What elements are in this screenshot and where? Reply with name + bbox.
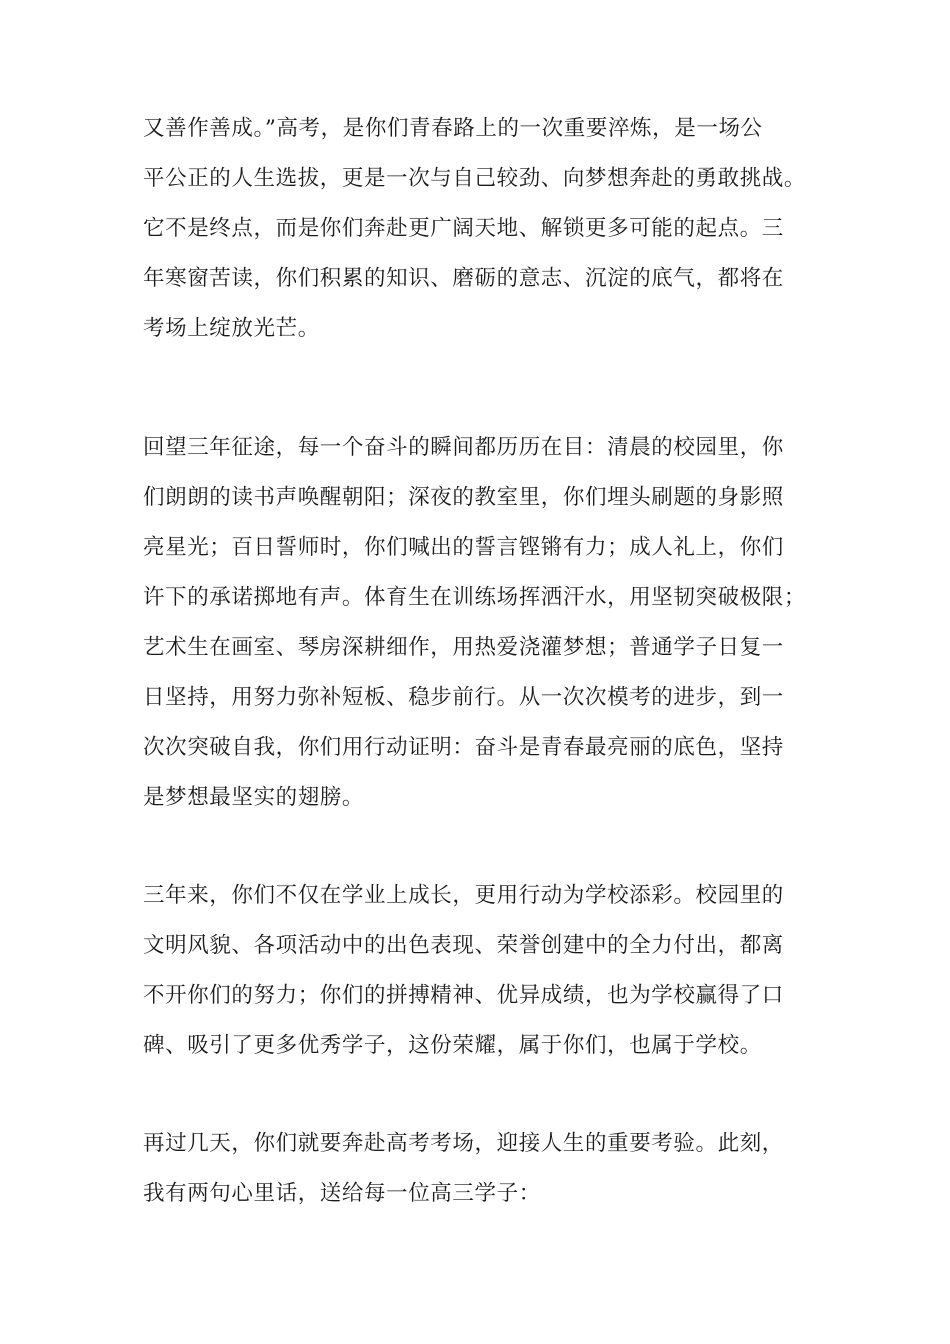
text-line: 们朗朗的读书声唤醒朝阳；深夜的教室里，你们埋头刷题的身影照 [143,485,784,510]
text-line: 年寒窗苦读，你们积累的知识、磨砺的意志、沉淀的底气，都将在 [143,266,784,291]
text-line: 碑、吸引了更多优秀学子，这份荣耀，属于你们，也属于学校。 [143,1033,762,1058]
text-line: 三年来，你们不仅在学业上成长，更用行动为学校添彩。校园里的 [143,883,784,908]
text-line: 次次突破自我，你们用行动证明：奋斗是青春最亮丽的底色，坚持 [143,735,784,760]
text-line: 文明风貌、各项活动中的出色表现、荣誉创建中的全力付出，都离 [143,933,784,958]
text-line: 是梦想最坚实的翅膀。 [143,785,365,810]
text-line: 再过几天，你们就要奔赴高考考场，迎接人生的重要考验。此刻， [143,1131,784,1156]
text-line: 考场上绽放光芒。 [143,316,320,341]
text-line: 艺术生在画室、琴房深耕细作，用热爱浇灌梦想；普通学子日复一 [143,635,784,660]
paragraph-gaokao-meaning [143,104,823,354]
text-line: 许下的承诺掷地有声。体育生在训练场挥洒汗水，用坚韧突破极限； [143,585,807,610]
paragraph-three-year-journey [143,423,823,823]
text-line: 它不是终点，而是你们奔赴更广阔天地、解锁更多可能的起点。三 [143,216,784,241]
text-line: 不开你们的努力；你们的拼搏精神、优异成绩，也为学校赢得了口 [143,983,784,1008]
text-line: 回望三年征途，每一个奋斗的瞬间都历历在目：清晨的校园里，你 [143,435,784,460]
text-line: 日坚持，用努力弥补短板、稳步前行。从一次次模考的进步，到一 [143,685,784,710]
text-line: 我有两句心里话，送给每一位高三学子： [143,1181,541,1206]
text-line: 平公正的人生选拔，更是一次与自己较劲、向梦想奔赴的勇敢挑战。 [143,166,807,191]
paragraph-closing-message [143,1119,823,1219]
paragraph-school-contribution [143,871,823,1071]
text-line: 亮星光；百日誓师时，你们喊出的誓言铿锵有力；成人礼上，你们 [143,535,784,560]
text-line: 又善作善成。”高考，是你们青春路上的一次重要淬炼，是一场公 [143,116,763,141]
